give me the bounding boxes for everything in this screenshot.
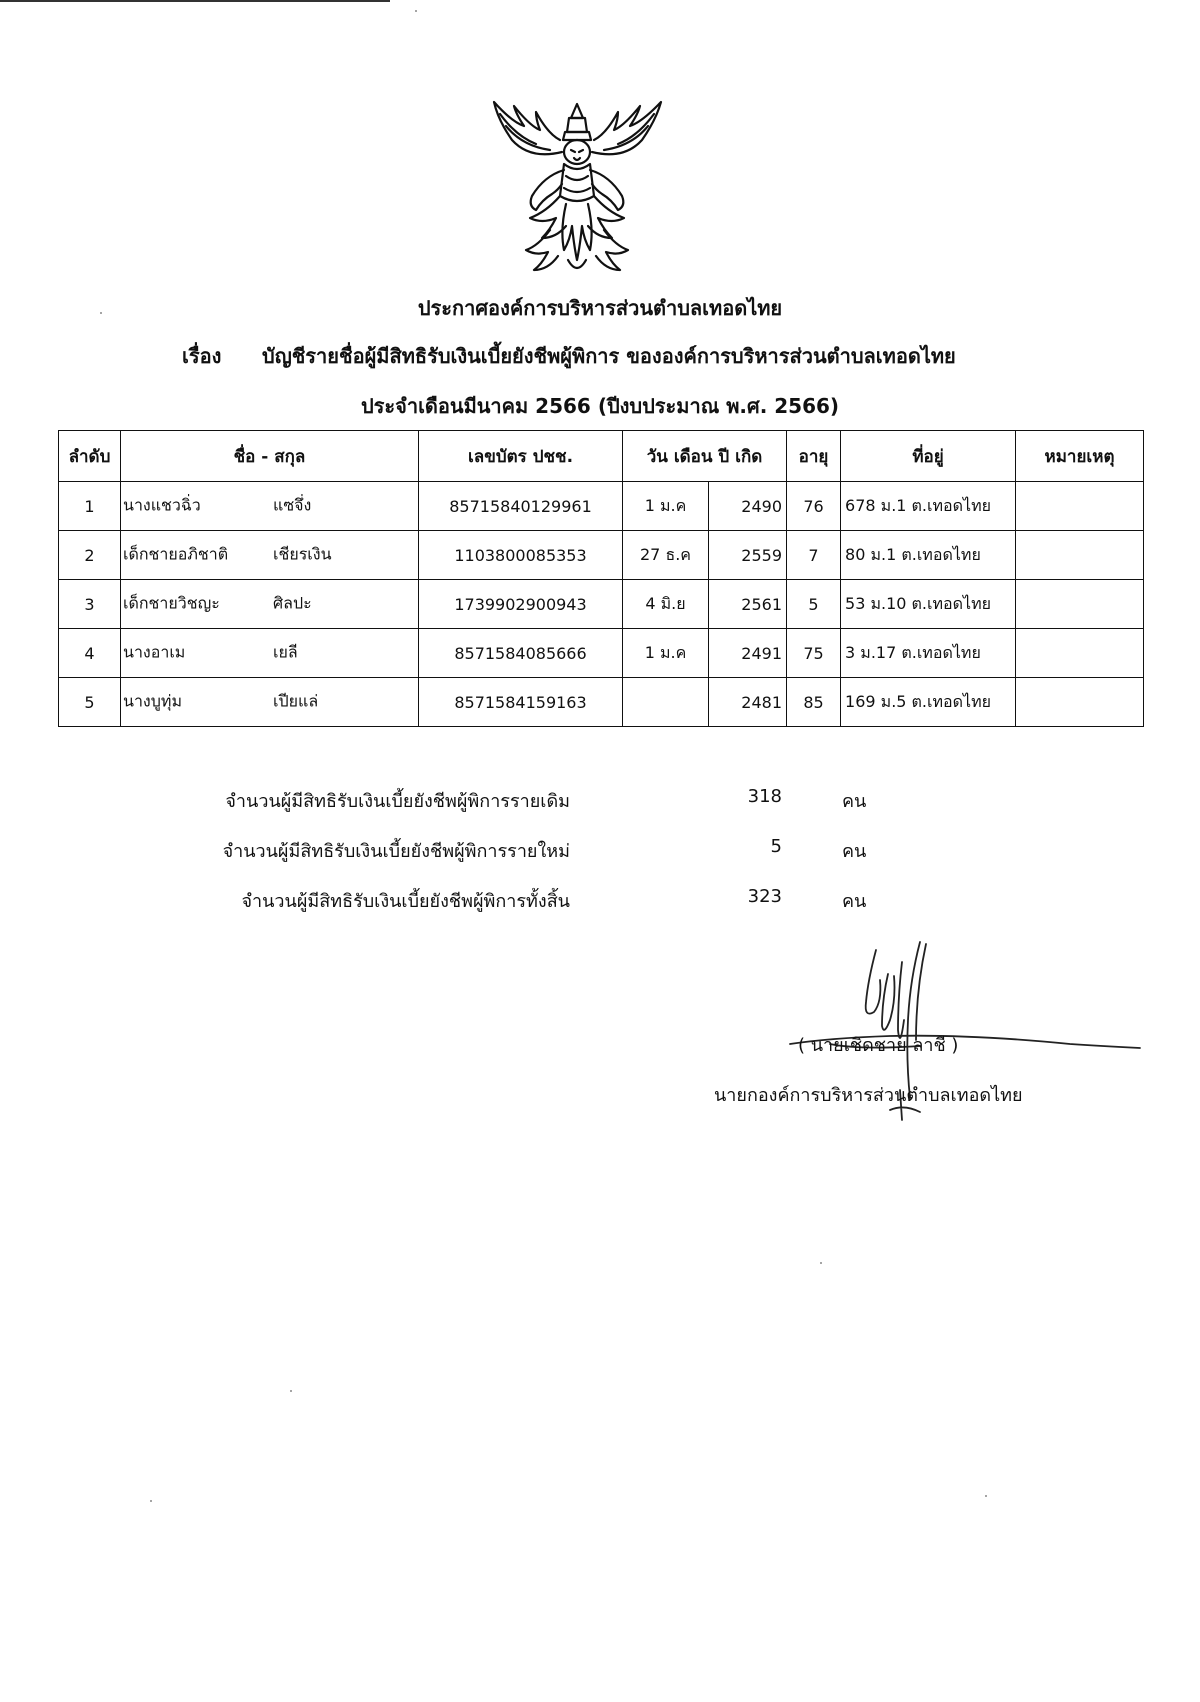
col-header-no: ลำดับ xyxy=(59,431,121,482)
cell-no: 4 xyxy=(59,629,121,678)
cell-no: 2 xyxy=(59,531,121,580)
cell-note xyxy=(1016,531,1144,580)
summary-unit: คน xyxy=(842,791,867,812)
cell-birth-day-month xyxy=(623,678,709,727)
cell-last-name: เยลี xyxy=(273,642,298,662)
table-header-row xyxy=(59,431,1144,482)
scan-speck xyxy=(290,1390,292,1392)
signer-position: นายกองค์การบริหารส่วนตำบลเทอดไทย xyxy=(714,1085,1023,1106)
summary-value: 323 xyxy=(747,886,782,907)
summary-value: 5 xyxy=(770,836,782,857)
col-header-age: อายุ xyxy=(787,431,841,482)
beneficiary-table xyxy=(58,430,1144,727)
summary-label: จำนวนผู้มีสิทธิรับเงินเบี้ยยังชีพผู้พิการรายเดิม xyxy=(225,791,570,812)
scan-speck xyxy=(150,1500,152,1502)
cell-name xyxy=(121,580,419,629)
cell-no: 1 xyxy=(59,482,121,531)
cell-birth-year: 2491 xyxy=(709,629,787,678)
col-header-note: หมายเหตุ xyxy=(1016,431,1144,482)
cell-first-name: นางบูทุ่ม xyxy=(123,691,182,711)
cell-name xyxy=(121,482,419,531)
cell-birth-year: 2481 xyxy=(709,678,787,727)
summary-value: 318 xyxy=(747,786,782,807)
summary-unit: คน xyxy=(842,891,867,912)
scan-speck xyxy=(415,10,417,12)
cell-note xyxy=(1016,629,1144,678)
summary-label: จำนวนผู้มีสิทธิรับเงินเบี้ยยังชีพผู้พิการรายใหม่ xyxy=(222,841,570,862)
cell-first-name: เด็กชายอภิชาติ xyxy=(123,544,229,564)
summary-unit: คน xyxy=(842,841,867,862)
cell-birth-day-month: 4 มิ.ย xyxy=(623,580,709,629)
table-row xyxy=(59,580,1144,629)
cell-no: 5 xyxy=(59,678,121,727)
cell-address: 80 ม.1 ต.เทอดไทย xyxy=(841,531,1016,580)
col-header-id: เลขบัตร ปชช. xyxy=(419,431,623,482)
cell-last-name: เชียรเงิน xyxy=(273,544,332,564)
cell-id-number: 8571584085666 xyxy=(419,629,623,678)
cell-address: 3 ม.17 ต.เทอดไทย xyxy=(841,629,1016,678)
cell-first-name: นางแชวฉิ่ว xyxy=(123,495,201,515)
cell-note xyxy=(1016,580,1144,629)
cell-id-number: 1103800085353 xyxy=(419,531,623,580)
cell-birth-year: 2561 xyxy=(709,580,787,629)
table-row xyxy=(59,482,1144,531)
cell-first-name: นางอาเม xyxy=(123,642,186,662)
scan-speck xyxy=(985,1495,987,1497)
cell-id-number: 1739902900943 xyxy=(419,580,623,629)
cell-no: 3 xyxy=(59,580,121,629)
col-header-name: ชื่อ - สกุล xyxy=(121,431,419,482)
cell-last-name: ศิลปะ xyxy=(273,593,312,613)
cell-note xyxy=(1016,678,1144,727)
col-header-address: ที่อยู่ xyxy=(841,431,1016,482)
cell-last-name: เปียแล่ xyxy=(273,691,319,711)
table-row xyxy=(59,629,1144,678)
cell-first-name: เด็กชายวิชญะ xyxy=(123,593,220,613)
table-row xyxy=(59,531,1144,580)
cell-last-name: แซจึ่ง xyxy=(273,495,312,515)
cell-name xyxy=(121,629,419,678)
announcement-period: ประจำเดือนมีนาคม 2566 (ปีงบประมาณ พ.ศ. 2566) xyxy=(360,394,840,418)
garuda-emblem-icon xyxy=(490,100,665,278)
cell-birth-year: 2559 xyxy=(709,531,787,580)
scan-edge-line xyxy=(0,0,390,2)
cell-birth-day-month: 27 ธ.ค xyxy=(623,531,709,580)
summary-row-existing xyxy=(0,786,1200,816)
announcement-subject xyxy=(182,340,956,372)
cell-age: 5 xyxy=(787,580,841,629)
summary-row-new xyxy=(0,836,1200,866)
cell-birth-day-month: 1 ม.ค xyxy=(623,482,709,531)
cell-age: 85 xyxy=(787,678,841,727)
cell-age: 7 xyxy=(787,531,841,580)
cell-note xyxy=(1016,482,1144,531)
cell-birth-day-month: 1 ม.ค xyxy=(623,629,709,678)
cell-address: 53 ม.10 ต.เทอดไทย xyxy=(841,580,1016,629)
cell-age: 75 xyxy=(787,629,841,678)
cell-id-number: 85715840129961 xyxy=(419,482,623,531)
subject-label: เรื่อง xyxy=(182,344,222,368)
cell-address: 678 ม.1 ต.เทอดไทย xyxy=(841,482,1016,531)
table-row xyxy=(59,678,1144,727)
cell-age: 76 xyxy=(787,482,841,531)
cell-name xyxy=(121,531,419,580)
summary-row-total xyxy=(0,886,1200,916)
scan-speck xyxy=(820,1262,822,1264)
subject-text: บัญชีรายชื่อผู้มีสิทธิรับเงินเบี้ยยังชีพผู้พิการ ขององค์การบริหารส่วนตำบลเทอดไทย xyxy=(262,344,956,368)
cell-address: 169 ม.5 ต.เทอดไทย xyxy=(841,678,1016,727)
col-header-dob: วัน เดือน ปี เกิด xyxy=(623,431,787,482)
cell-name xyxy=(121,678,419,727)
signer-name: ( นายเชิดชาย ลาชี ) xyxy=(798,1035,959,1056)
cell-id-number: 8571584159163 xyxy=(419,678,623,727)
announcement-title: ประกาศองค์การบริหารส่วนตำบลเทอดไทย xyxy=(417,296,783,320)
summary-label: จำนวนผู้มีสิทธิรับเงินเบี้ยยังชีพผู้พิการทั้งสิ้น xyxy=(241,891,570,912)
cell-birth-year: 2490 xyxy=(709,482,787,531)
